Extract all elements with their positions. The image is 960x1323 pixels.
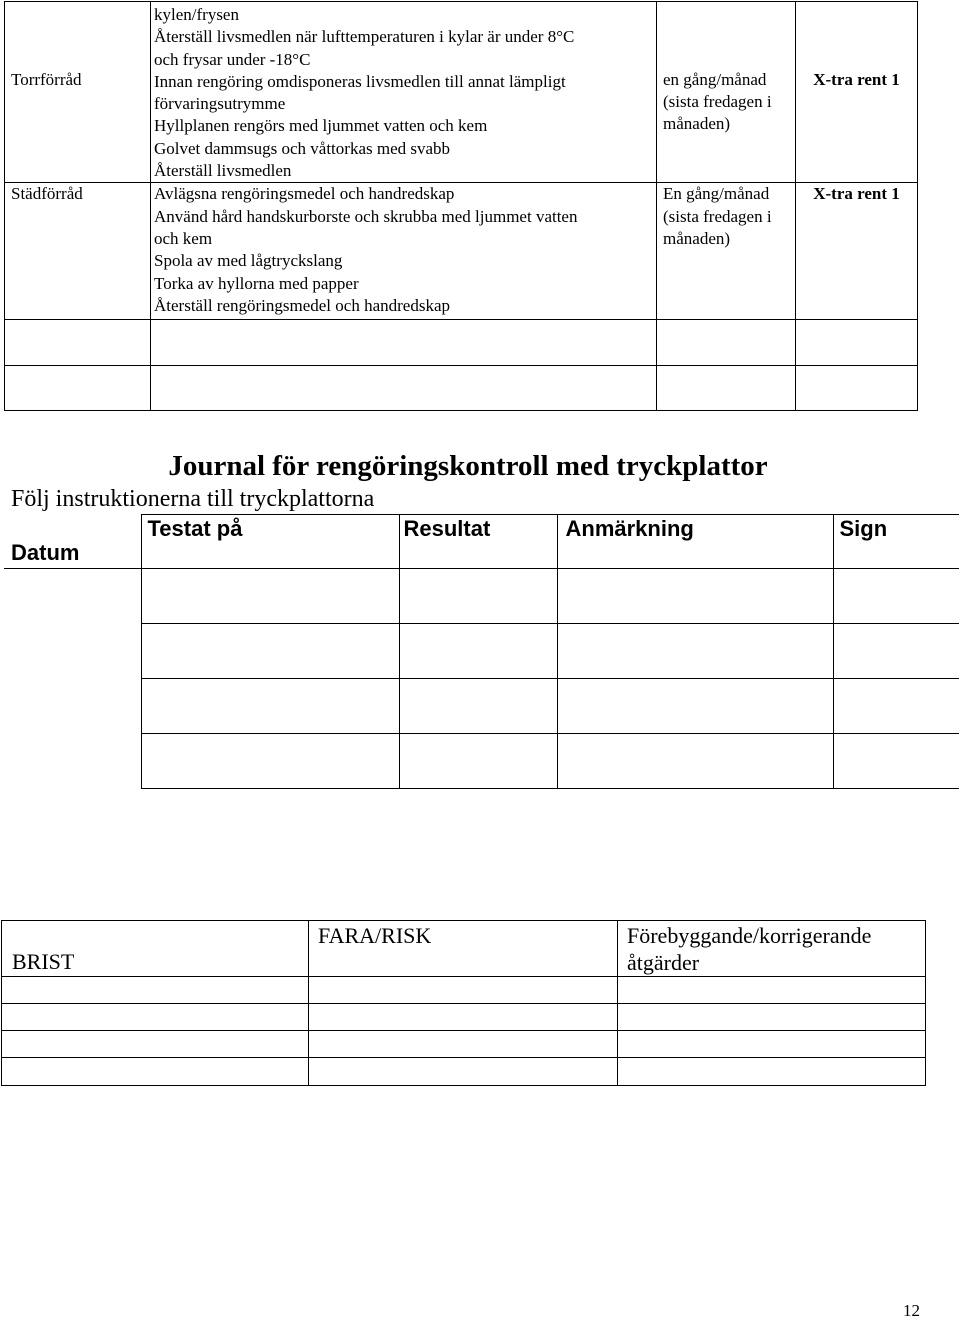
journal-cell [4,624,141,679]
journal-cell [557,569,833,624]
frequency-line: (sista fredagen i [663,92,772,112]
empty-cell [657,366,796,411]
instructions-cell [151,2,657,183]
journal-cell [557,734,833,789]
empty-cell [796,366,918,411]
journal-instruction: Följ instruktionerna till tryckplattorna [11,486,375,512]
empty-cell [5,366,151,411]
frequency-line: månaden) [663,228,731,248]
cleaning-schedule-table [4,1,918,411]
frequency-line: en gång/månad [663,69,767,89]
risk-cell [618,1004,926,1031]
empty-cell [796,320,918,366]
journal-cell [833,569,959,624]
journal-cell [141,569,399,624]
empty-cell [151,320,657,366]
instruction-line: Innan rengöring omdisponeras livsmedlen till annat lämpligt [154,71,566,91]
risk-row [2,977,926,1004]
risk-cell [309,1058,618,1086]
empty-cell [151,366,657,411]
frequency-cell [657,2,796,183]
column-header-measures: Förebyggande/korrigerande åtgärder [618,921,926,977]
instruction-line: Hyllplanen rengörs med ljummet vatten och kem [154,116,488,136]
journal-cell [833,734,959,789]
risk-cell [309,1031,618,1058]
risk-cell [2,977,309,1004]
risk-cell [618,977,926,1004]
journal-header-row [4,515,959,569]
instruction-line: Golvet dammsugs och våttorkas med svabb [154,138,451,158]
journal-cell [399,624,557,679]
risk-table [1,920,926,1086]
journal-cell [833,624,959,679]
note-cell [796,2,918,183]
instruction-line: Återställ livsmedlen när lufttemperaturen i kylar är under 8°C [154,27,575,47]
column-header-sign: Sign [833,515,959,569]
journal-cell [141,679,399,734]
journal-row [4,734,959,789]
risk-cell [309,1004,618,1031]
risk-row [2,1004,926,1031]
instruction-line: och kem [154,228,213,248]
journal-cell [4,569,141,624]
risk-cell [618,1031,926,1058]
instruction-line: Avlägsna rengöringsmedel och handredskap [154,184,455,204]
table-row [5,183,918,320]
journal-cell [399,679,557,734]
journal-cell [557,624,833,679]
journal-cell [141,734,399,789]
frequency-cell [657,183,796,320]
risk-cell [618,1058,926,1086]
instruction-line: och frysar under -18°C [154,49,311,69]
column-header-hazard: FARA/RISK [309,921,618,977]
frequency-line: (sista fredagen i [663,206,772,226]
column-header-remark: Anmärkning [557,515,833,569]
risk-header-row [2,921,926,977]
journal-table [4,514,959,789]
empty-row [5,366,918,411]
journal-cell [399,569,557,624]
journal-row [4,679,959,734]
table-row [5,2,918,183]
risk-cell [2,1004,309,1031]
instruction-line: Spola av med lågtryckslang [154,251,343,271]
risk-row [2,1058,926,1086]
column-header-result: Resultat [399,515,557,569]
column-header-date: Datum [4,515,141,569]
note-cell [796,183,918,320]
journal-cell [4,734,141,789]
instruction-line: kylen/frysen [154,5,239,24]
journal-cell [833,679,959,734]
instruction-line: Torka av hyllorna med papper [154,273,359,293]
empty-row [5,320,918,366]
journal-cell [4,679,141,734]
risk-cell [309,977,618,1004]
journal-cell [557,679,833,734]
instruction-line: Återställ livsmedlen [154,161,292,181]
empty-cell [5,320,151,366]
risk-cell [2,1031,309,1058]
frequency-line: En gång/månad [663,184,770,204]
instruction-line: Återställ rengöringsmedel och handredskap [154,295,450,315]
instruction-line: förvaringsutrymme [154,94,286,114]
area-label: Städförråd [11,184,83,204]
journal-cell [399,734,557,789]
journal-row [4,569,959,624]
journal-row [4,624,959,679]
area-cell [5,2,151,183]
note-label: X-tra rent 1 [813,69,900,89]
journal-cell [141,624,399,679]
frequency-line: månaden) [663,114,731,134]
column-header-deficiency: BRIST [2,921,309,977]
column-header-tested-on: Testat på [141,515,399,569]
area-cell [5,183,151,320]
note-label: X-tra rent 1 [813,184,900,204]
risk-cell [2,1058,309,1086]
instruction-line: Använd hård handskurborste och skrubba med ljummet vatten [154,206,578,226]
journal-title: Journal för rengöringskontroll med tryckplattor [168,450,768,482]
empty-cell [657,320,796,366]
risk-row [2,1031,926,1058]
area-label: Torrförråd [11,69,82,89]
instructions-cell [151,183,657,320]
page-number: 12 [903,1301,920,1320]
